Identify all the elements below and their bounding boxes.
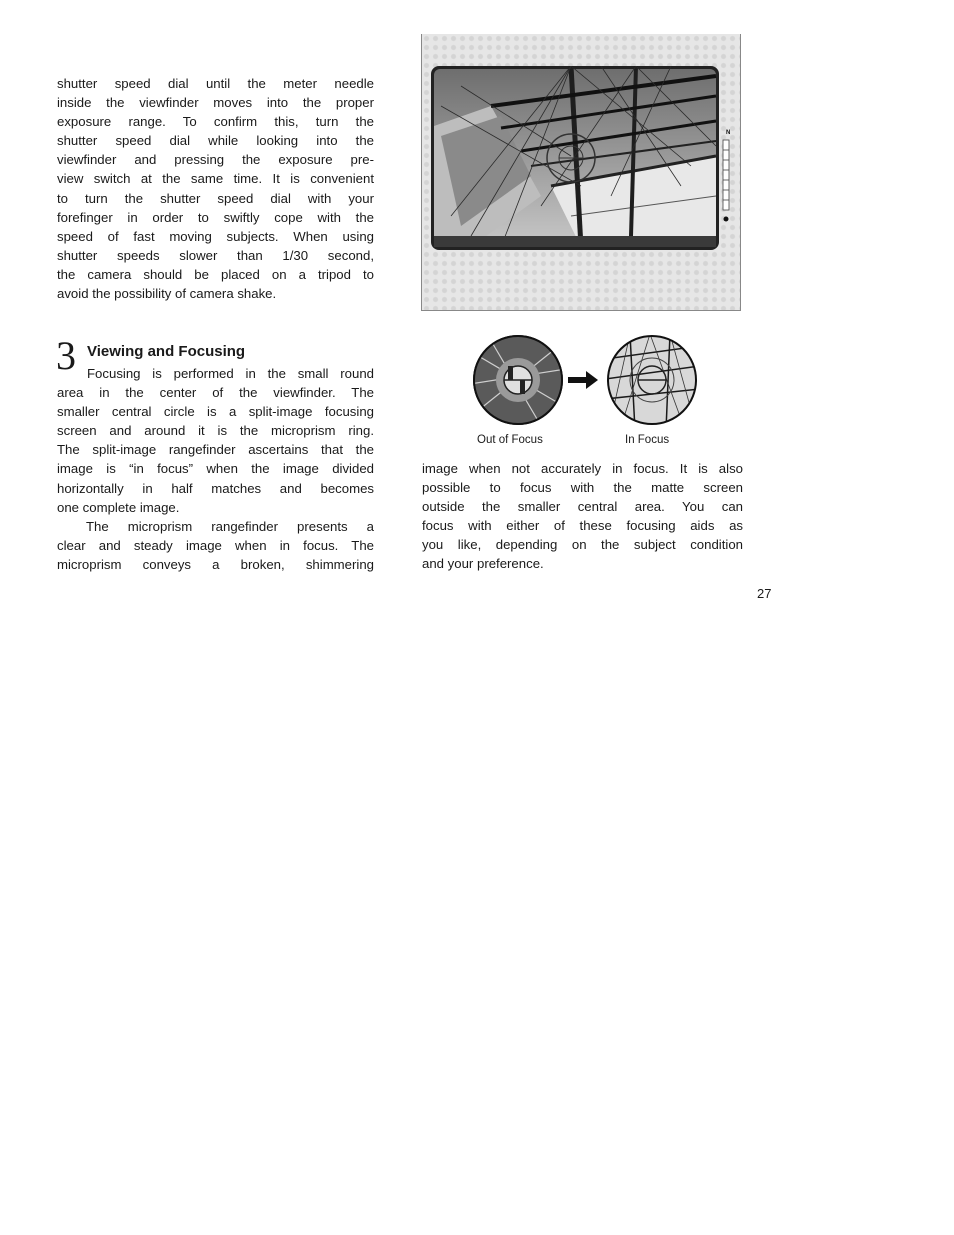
text-line: focus with either of these focusing aids as [422, 518, 743, 534]
arrow-right-icon [568, 371, 598, 389]
text-line: viewfinder and pressing the exposure pre- [57, 152, 374, 168]
text-line: microprism conveys a broken, shimmering [57, 556, 374, 572]
text-line: to turn the shutter speed dial with your [57, 190, 374, 206]
text-line: speed of fast moving subjects. When using [57, 228, 374, 244]
text-line: shutter speed dial until the meter needle [57, 76, 374, 91]
caption-in-focus: In Focus [625, 434, 670, 446]
paragraph-exposure [57, 74, 374, 303]
text-line: Focusing is performed in the small round [87, 366, 374, 381]
text-line: shutter speed dial while looking into the [57, 133, 374, 149]
in-focus-image [604, 334, 700, 430]
text-line: image when not accurately in focus. It is also [422, 461, 743, 476]
text-line: The split-image rangefinder ascertains that the [57, 442, 374, 458]
text-line: smaller central circle is a split-image focusing [57, 404, 374, 420]
text-line: inside the viewfinder moves into the proper [57, 95, 374, 111]
text-line: the camera should be placed on a tripod to [57, 266, 374, 282]
text-line: exposure range. To confirm this, turn the [57, 114, 374, 130]
paragraph-focusing-continued [422, 459, 743, 574]
caption-out-of-focus: Out of Focus [477, 434, 543, 446]
text-line: view switch at the same time. It is convenient [57, 171, 374, 187]
text-line: horizontally in half matches and becomes [57, 480, 374, 496]
text-line: area in the center of the viewfinder. The [57, 385, 374, 401]
text-line: outside the smaller central area. You can [422, 499, 743, 515]
focus-diagram [470, 334, 702, 430]
text-line: possible to focus with the matte screen [422, 480, 743, 496]
text-line: forefinger in order to swiftly cope with the [57, 209, 374, 225]
meter-mark: N [726, 130, 731, 136]
paragraph-focusing [57, 364, 374, 574]
text-line: image is “in focus” when the image divided [57, 461, 374, 477]
section-title: Viewing and Focusing [87, 343, 246, 360]
text-line: avoid the possibility of camera shake. [57, 286, 277, 302]
section-number: 3 [56, 333, 76, 378]
text-line: clear and steady image when in focus. The [57, 537, 374, 553]
text-line: screen and around it is the microprism ring. [57, 423, 374, 439]
text-line: one complete image. [57, 499, 180, 515]
page-number: 27 [757, 586, 772, 601]
out-of-focus-image [470, 334, 566, 430]
text-line: you like, depending on the subject condition [422, 537, 743, 553]
text-line: shutter speeds slower than 1/30 second, [57, 247, 374, 263]
text-line: and your preference. [422, 556, 544, 572]
viewfinder-photo [431, 66, 735, 254]
text-line: The microprism rangefinder presents a [86, 518, 374, 534]
